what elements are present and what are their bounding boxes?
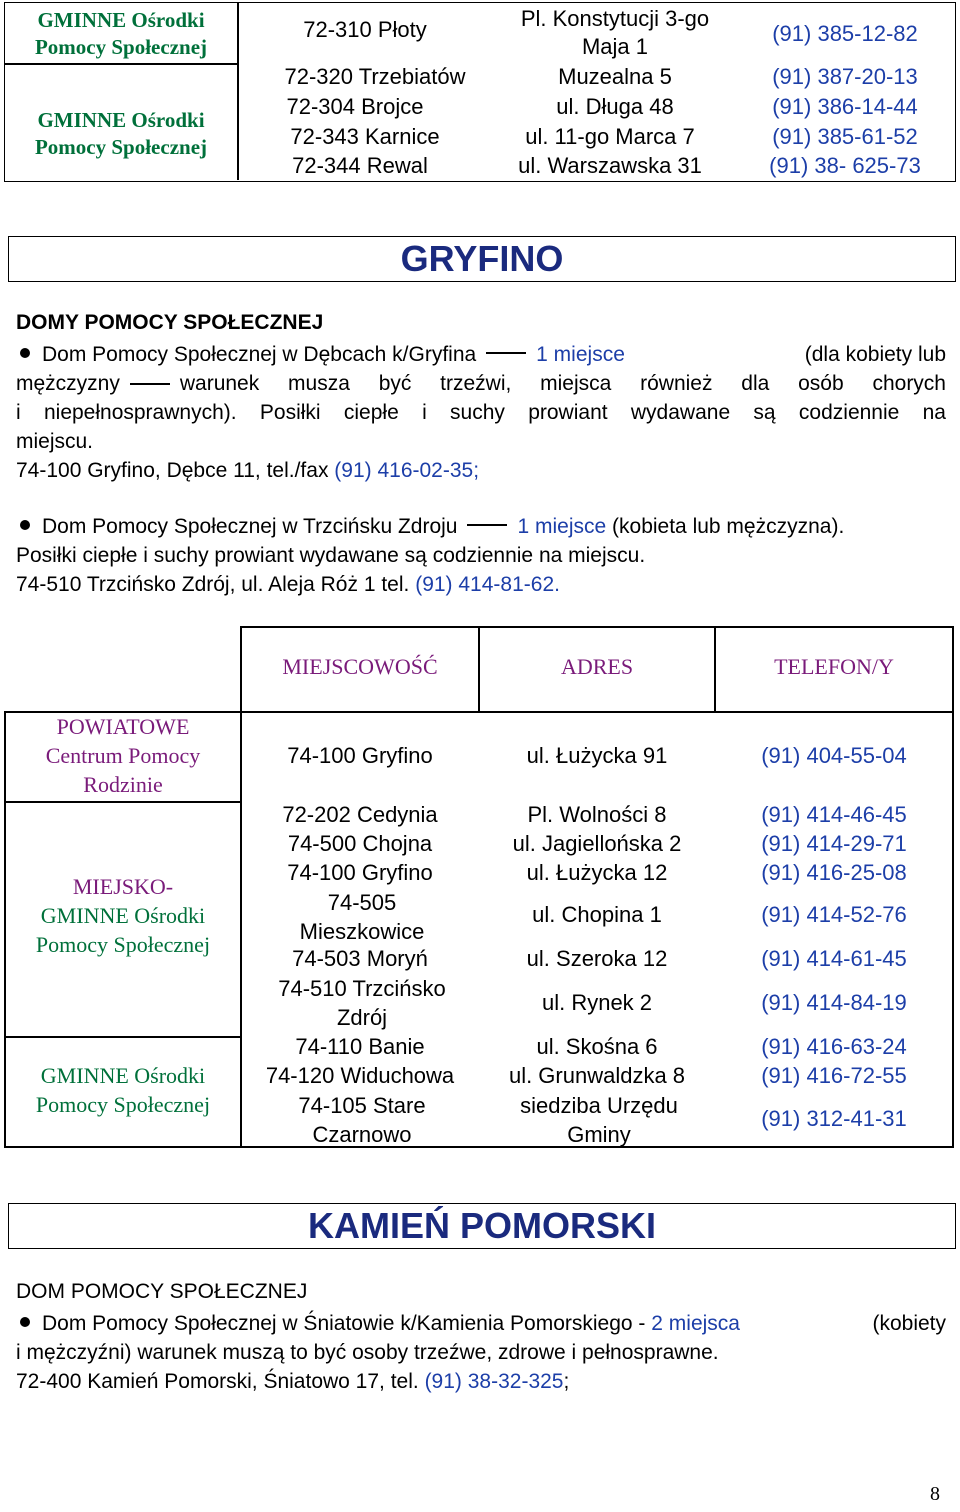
bullet-icon [20, 520, 30, 530]
dash-icon [130, 383, 170, 385]
top-table [4, 2, 956, 182]
row-phone: (91) 385-61-52 [772, 124, 918, 149]
row-place: 72-304 Brojce [286, 94, 424, 119]
row-phone: (91) 404-55-04 [761, 743, 907, 768]
row-address: ul. Jagiellońska 2 [512, 831, 682, 856]
row-phone: (91) 386-14-44 [772, 94, 918, 119]
section-title: KAMIEŃ POMORSKI [307, 1205, 656, 1246]
row-place: 74-105 Stare Czarnowo [298, 1093, 426, 1147]
row-address: Muzealna 5 [558, 64, 672, 89]
row-phone: (91) 387-20-13 [772, 64, 918, 89]
section-heading: DOMY POMOCY SPOŁECZNEJ [16, 311, 324, 334]
row-place: 72-320 Trzebiatów [284, 64, 466, 89]
row-address: ul. Rynek 2 [541, 990, 653, 1015]
row-phone: (91) 414-84-19 [761, 990, 907, 1015]
kamien-title-box [8, 1203, 956, 1249]
group-label-powiatowe: POWIATOWE Centrum Pomocy Rodzinie [45, 714, 201, 797]
top-group1-label: GMINNE Ośrodki Pomocy Społecznej [34, 8, 208, 59]
row-address: ul. Grunwaldzka 8 [508, 1063, 686, 1088]
row-address: ul. Chopina 1 [532, 902, 662, 927]
row-place: 74-100 Gryfino [287, 743, 433, 768]
column-header-adres: ADRES [560, 654, 634, 679]
row-phone: (91) 414-61-45 [761, 946, 907, 971]
dash-icon [467, 524, 507, 526]
row-place: 74-110 Banie [295, 1034, 425, 1059]
row-place: 74-510 Trzcińsko Zdrój [278, 976, 446, 1030]
row-phone: (91) 416-72-55 [761, 1063, 907, 1088]
row-place: 74-500 Chojna [287, 831, 433, 856]
row-address: ul. 11-go Marca 7 [525, 124, 695, 149]
row-place: 74-503 Moryń [292, 946, 428, 971]
row-address: Pl. Konstytucji 3-go Maja 1 [520, 6, 710, 59]
section-heading: DOM POMOCY SPOŁECZNEJ [16, 1280, 308, 1303]
row-place: 72-310 Płoty [303, 17, 427, 42]
column-header-telefon: TELEFON/Y [774, 654, 894, 679]
row-phone: (91) 312-41-31 [761, 1106, 907, 1131]
gryfino-title-box [8, 236, 956, 282]
section-title: GRYFINO [400, 238, 564, 279]
column-header-miejscowosc: MIEJSCOWOŚĆ [282, 654, 438, 679]
list-item: Dom Pomocy Społecznej w Śniatowie k/Kamienia Pomorskiego - 2 miejsca (kobiety i mężczyźni) warunek muszą to być osoby trzeźwe, zdrowe i pełnosprawne. 72-400 Kamień Pomorski, Śniatowo 17, tel. (91) 38-32-325; [16, 1312, 946, 1393]
row-place: 74-505 Mieszkowice [299, 890, 425, 944]
row-phone: (91) 416-25-08 [761, 860, 907, 885]
row-phone: (91) 416-63-24 [761, 1034, 907, 1059]
row-address: ul. Długa 48 [556, 94, 674, 119]
dash-icon [486, 352, 526, 354]
top-group2-label: GMINNE Ośrodki Pomocy Społecznej [34, 108, 208, 159]
row-place: 72-344 Rewal [292, 153, 428, 178]
row-place: 72-202 Cedynia [282, 802, 438, 827]
row-phone: (91) 414-46-45 [761, 802, 907, 827]
list-item: Dom Pomocy Społecznej w Trzcińsku Zdroju 1 miejsce (kobieta lub mężczyzna). Posiłki ciepłe i suchy prowiant wydawane są codziennie na miejscu. 74-510 Trzcińsko Zdrój, ul. Aleja Róż 1 tel. (91) 414-81-62. [16, 515, 845, 596]
row-address: ul. Łużycka 12 [526, 860, 668, 885]
group-label-gminne: GMINNE Ośrodki Pomocy Społecznej [35, 1063, 211, 1117]
row-address: ul. Skośna 6 [536, 1034, 658, 1059]
main-table [4, 626, 954, 1148]
row-phone: (91) 414-52-76 [761, 902, 907, 927]
row-address: Pl. Wolności 8 [527, 802, 667, 827]
bullet-icon [20, 348, 30, 358]
row-phone: (91) 38- 625-73 [769, 153, 921, 178]
row-address: ul. Łużycka 91 [526, 743, 668, 768]
list-item: Dom Pomocy Społecznej w Dębcach k/Gryfina 1 miejsce (dla kobiety lub mężczyzny warunek musza być trzeźwi, miejsca również dla osób chorych i niepełnosprawnych). Posiłki ciepłe i suchy prowiant wydawane są codziennie na miejscu. 74-100 Gryfino, Dębce 11, tel./fax (91) 416-02-35; [16, 343, 946, 482]
row-phone: (91) 385-12-82 [772, 21, 918, 46]
group-label-miejsko-gminne: MIEJSKO- GMINNE Ośrodki Pomocy Społecznej [35, 874, 211, 957]
bullet-icon [20, 1317, 30, 1327]
row-address: ul. Warszawska 31 [518, 153, 702, 178]
row-phone: (91) 414-29-71 [761, 831, 907, 856]
row-place: 74-120 Widuchowa [265, 1063, 455, 1088]
row-place: 74-100 Gryfino [287, 860, 433, 885]
row-address: siedziba Urzędu Gminy [520, 1093, 678, 1147]
row-place: 72-343 Karnice [290, 124, 440, 149]
row-address: ul. Szeroka 12 [526, 946, 668, 971]
page-number: 8 [930, 1483, 940, 1505]
